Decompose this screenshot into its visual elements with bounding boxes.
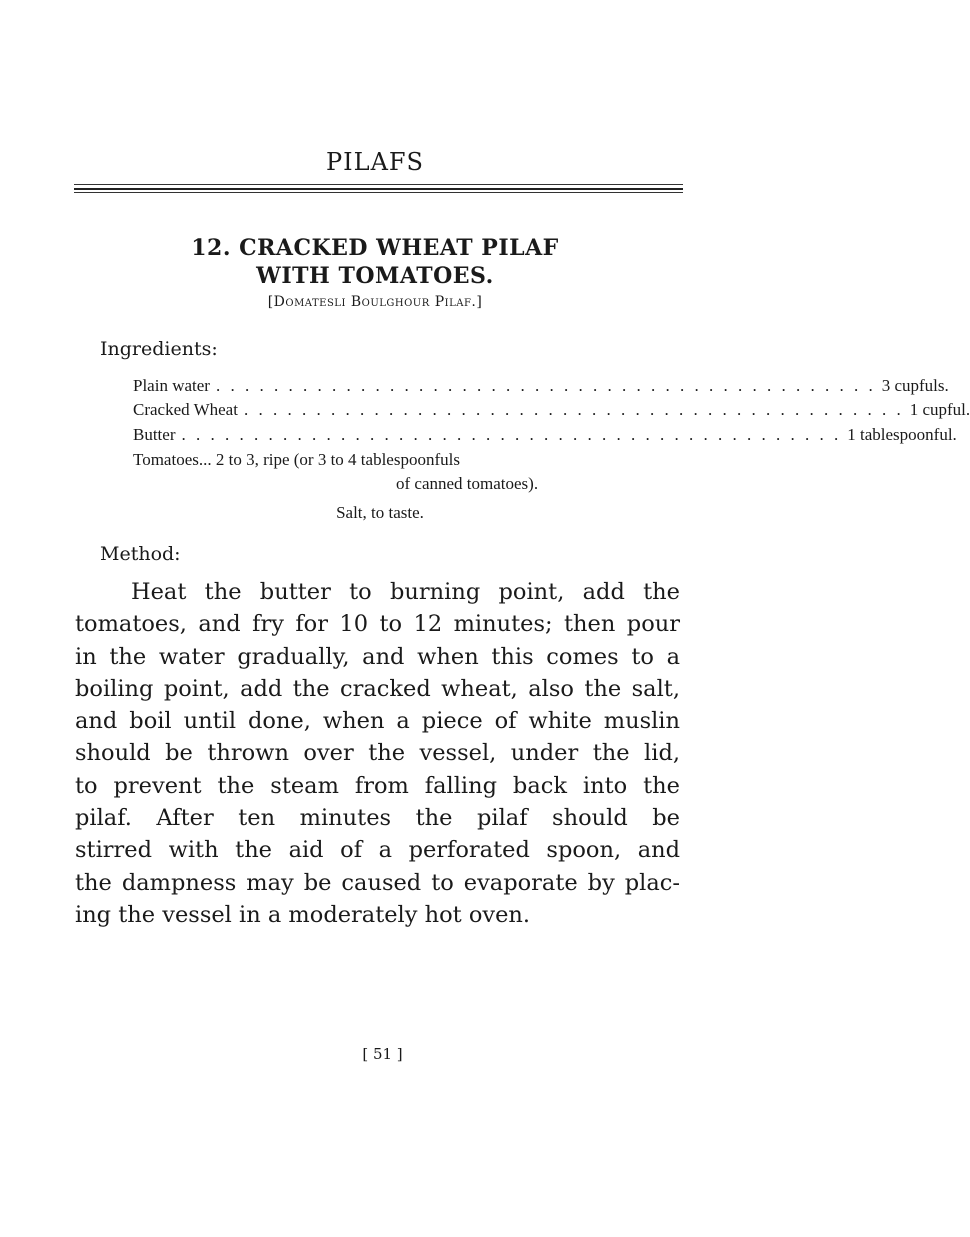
recipe-title-line-1: 12. CRACKED WHEAT PILAF <box>191 235 559 261</box>
method-line: Heat the butter to burning point, add the <box>131 579 680 605</box>
method-line: stirred with the aid of a perforated spoon, and <box>75 837 680 864</box>
ingredient-quantity: 1 cupful. <box>909 400 970 419</box>
ingredient-row <box>133 400 970 420</box>
recipe-title-line-2: WITH TOMATOES. <box>256 263 494 289</box>
ingredient-name: Cracked Wheat <box>133 400 238 419</box>
method-line: should be thrown over the vessel, under the lid, <box>75 740 680 767</box>
method-line: boiling point, add the cracked wheat, also the salt, <box>75 675 680 702</box>
ingredient-name: Butter <box>133 425 176 444</box>
method-line: to prevent the steam from falling back into the <box>75 772 680 799</box>
ingredient-tomatoes: Tomatoes... 2 to 3, ripe (or 3 to 4 tablespoonfuls <box>133 450 460 469</box>
ingredient-tomatoes-continued: of canned tomatoes). <box>396 474 539 493</box>
dot-leader: . . . . . . . . . . . . . . . . . . . . . . . . . . . . . . . . . . . . . . . . . . . . . . <box>215 376 876 395</box>
header-rule-middle <box>74 188 683 190</box>
dot-leader: . . . . . . . . . . . . . . . . . . . . . . . . . . . . . . . . . . . . . . . . . . . . . . <box>243 400 904 419</box>
method-line: pilaf. After ten minutes the pilaf should be <box>75 805 680 832</box>
ingredient-quantity: 1 tablespoonful. <box>847 425 957 444</box>
ingredient-name: Plain water <box>133 376 210 395</box>
method-line: and boil until done, when a piece of white muslin <box>75 708 680 735</box>
dot-leader: . . . . . . . . . . . . . . . . . . . . . . . . . . . . . . . . . . . . . . . . . . . . . . <box>181 425 842 444</box>
method-line: the dampness may be caused to evaporate by plac- <box>75 869 680 896</box>
ingredient-quantity: 3 cupfuls. <box>881 376 949 395</box>
header-rule-bottom <box>74 192 683 193</box>
ingredient-row <box>133 376 949 396</box>
ingredient-salt: Salt, to taste. <box>336 503 424 522</box>
recipe-subtitle: [Domatesli Boulghour Pilaf.] <box>267 294 483 310</box>
method-line: tomatoes, and fry for 10 to 12 minutes; then pour <box>75 611 680 638</box>
ingredient-row <box>133 425 957 445</box>
method-line: ing the vessel in a moderately hot oven. <box>75 901 531 928</box>
header-rule-top <box>74 184 683 185</box>
method-line: in the water gradually, and when this comes to a <box>75 643 680 670</box>
method-paragraph <box>75 576 680 931</box>
ingredients-heading: Ingredients: <box>100 338 218 360</box>
page-number: [ 51 ] <box>362 1045 403 1063</box>
method-heading: Method: <box>100 543 181 565</box>
running-head: PILAFS <box>326 148 424 176</box>
